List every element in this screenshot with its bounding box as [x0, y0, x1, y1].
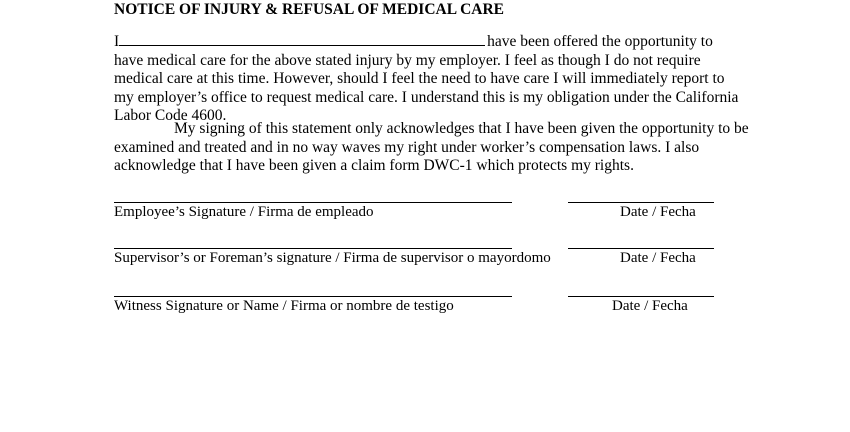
witness-signature-label: Witness Signature or Name / Firma or nombre de testigo	[114, 298, 454, 314]
acknowledgement-line-1: My signing of this statement only acknowledges that I have been given the opportunity to be	[174, 120, 749, 137]
employee-name-field[interactable]	[119, 31, 485, 46]
statement-paragraph	[114, 31, 739, 126]
statement-line-4: my employer’s office to request medical care. I understand this is my obligation under the California	[114, 88, 739, 106]
supervisor-signature-label: Supervisor’s or Foreman’s signature / Firma de supervisor o mayordomo	[114, 250, 551, 266]
statement-first-line	[114, 31, 734, 52]
statement-line-1: have been offered the opportunity to	[487, 33, 713, 50]
document-title: NOTICE OF INJURY & REFUSAL OF MEDICAL CARE	[114, 1, 504, 18]
acknowledgement-line-3: acknowledge that I have been given a claim form DWC-1 which protects my rights.	[114, 157, 634, 174]
acknowledgement-line-2: examined and treated and in no way waves my right under worker’s compensation laws. I also	[114, 138, 700, 156]
acknowledgement-paragraph	[114, 120, 749, 176]
statement-prefix: I	[114, 33, 120, 50]
statement-line-5: Labor Code 4600.	[114, 107, 227, 124]
statement-line-3: medical care at this time. However, should I feel the need to have care I will immediately report to	[114, 70, 725, 87]
employee-date-label: Date / Fecha	[620, 204, 696, 220]
employee-signature-label: Employee’s Signature / Firma de empleado	[114, 204, 374, 220]
supervisor-date-label: Date / Fecha	[620, 250, 696, 266]
witness-date-label: Date / Fecha	[612, 298, 688, 314]
statement-line-2: have medical care for the above stated injury by my employer. I feel as though I do not require	[114, 51, 701, 69]
